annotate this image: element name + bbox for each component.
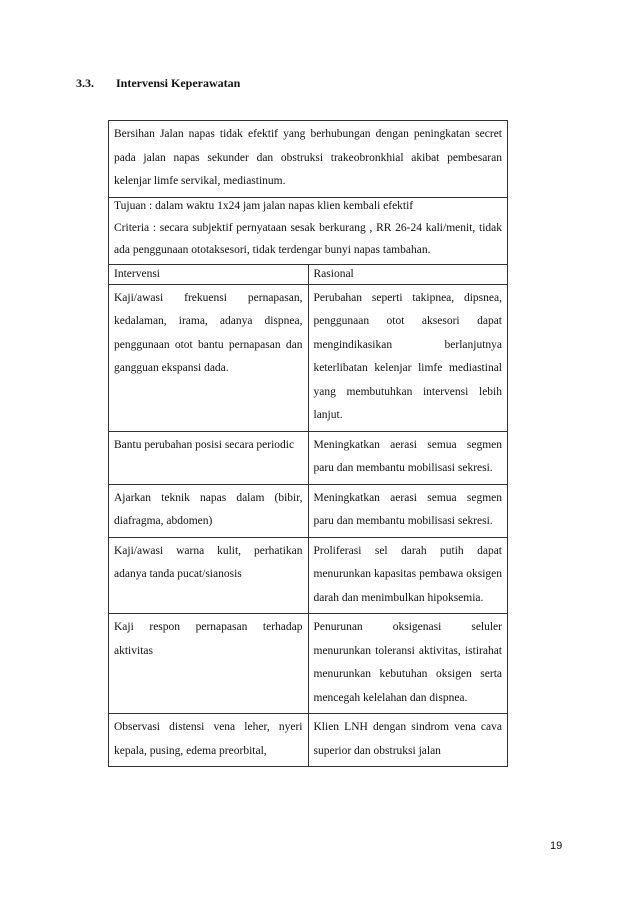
diagnosis-row — [109, 121, 508, 198]
intervention-cell: Observasi distensi vena leher, nyeri kepala, pusing, edema preorbital, — [109, 714, 309, 767]
section-title: Intervensi Keperawatan — [116, 76, 241, 90]
page-number: 19 — [550, 840, 563, 852]
rationale-cell: Proliferasi sel darah putih dapat menurunkan kapasitas pembawa oksigen darah dan menimbulkan hipoksemia. — [308, 537, 508, 614]
goal-text: Tujuan : dalam waktu 1x24 jam jalan napas klien kembali efektif — [114, 199, 414, 212]
table-header-row — [109, 264, 508, 284]
rationale-cell: Meningkatkan aerasi semua segmen paru dan membantu mobilisasi sekresi. — [308, 431, 508, 484]
intervention-cell: Kaji respon pernapasan terhadap aktivitas — [109, 614, 309, 714]
rationale-cell: Meningkatkan aerasi semua segmen paru dan membantu mobilisasi sekresi. — [308, 484, 508, 537]
diagnosis-cell: Bersihan Jalan napas tidak efektif yang berhubungan dengan peningkatan secret pada jalan napas sekunder dan obstruksi trakeobronkhial akibat pembesaran kelenjar limfe servikal, mediastinum. — [109, 121, 508, 198]
rationale-cell: Penurunan oksigenasi seluler menurunkan toleransi aktivitas, istirahat menurunkan kebutuhan oksigen serta mencegah kelelahan dan dispnea. — [308, 614, 508, 714]
goal-cell — [109, 197, 508, 264]
intervention-cell: Ajarkan teknik napas dalam (bibir, diafragma, abdomen) — [109, 484, 309, 537]
section-number: 3.3. — [76, 76, 94, 90]
intervention-cell: Kaji/awasi frekuensi pernapasan, kedalaman, irama, adanya dispnea, penggunaan otot bantu pernapasan dan gangguan ekspansi dada. — [109, 284, 309, 431]
intervention-table — [108, 120, 508, 767]
intervention-cell: Kaji/awasi warna kulit, perhatikan adanya tanda pucat/sianosis — [109, 537, 309, 614]
table-row — [109, 537, 508, 614]
table-row — [109, 431, 508, 484]
table-row — [109, 714, 508, 767]
header-rationale: Rasional — [308, 264, 508, 284]
header-intervention: Intervensi — [109, 264, 309, 284]
table-row — [109, 484, 508, 537]
section-heading — [76, 76, 240, 91]
rationale-cell: Perubahan seperti takipnea, dipsnea, penggunaan otot aksesori dapat mengindikasikan berlanjutnya keterlibatan kelenjar limfe mediastinal yang membutuhkan intervensi lebih lanjut. — [308, 284, 508, 431]
rationale-cell: Klien LNH dengan sindrom vena cava superior dan obstruksi jalan — [308, 714, 508, 767]
intervention-cell: Bantu perubahan posisi secara periodic — [109, 431, 309, 484]
table-row — [109, 614, 508, 714]
criteria-text: Criteria : secara subjektif pernyataan sesak berkurang , RR 26-24 kali/menit, tidak ada penggunaan ototaksesori, tidak terdengar bunyi napas tambahan. — [114, 221, 502, 256]
table-row — [109, 284, 508, 431]
goal-row — [109, 197, 508, 264]
